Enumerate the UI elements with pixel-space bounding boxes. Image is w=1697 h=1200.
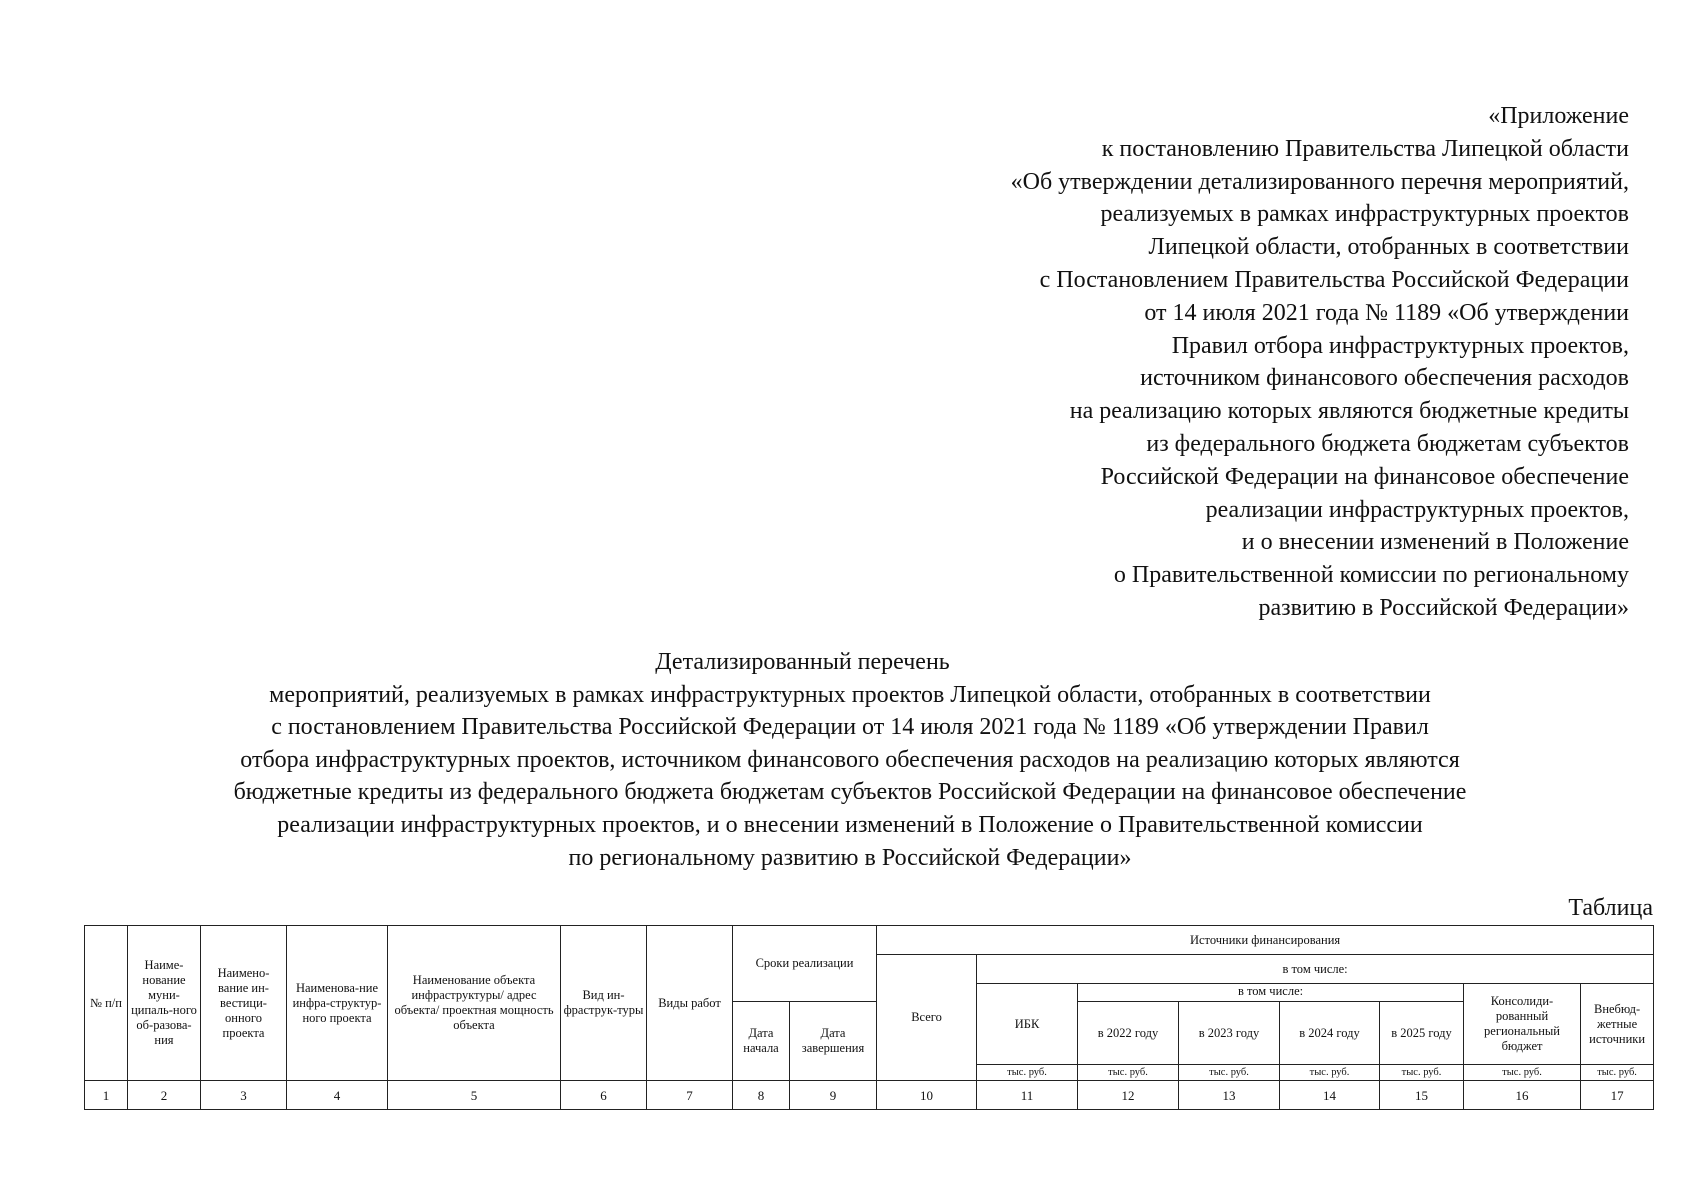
title-line: по региональному развитию в Российской Федерации»	[568, 844, 1132, 871]
unit-label: тыс. руб.	[1078, 1065, 1179, 1081]
column-number: 2	[128, 1081, 201, 1110]
unit-label: тыс. руб.	[1581, 1065, 1654, 1081]
header-year-2023: в 2023 году	[1179, 1002, 1280, 1065]
column-number: 15	[1380, 1081, 1464, 1110]
appendix-line: о Правительственной комиссии по региональному	[1113, 562, 1629, 589]
unit-label: тыс. руб.	[1380, 1065, 1464, 1081]
appendix-line: к постановлению Правительства Липецкой области	[1101, 135, 1629, 162]
header-num: № п/п	[85, 926, 128, 1081]
header-start-date: Дата начала	[733, 1002, 790, 1081]
appendix-line: «Приложение	[1488, 103, 1629, 129]
column-number: 13	[1179, 1081, 1280, 1110]
header-infra-type: Вид ин-фраструк-туры	[561, 926, 647, 1081]
column-number: 11	[977, 1081, 1078, 1110]
title-main: Детализированный перечень	[655, 649, 950, 675]
unit-label: тыс. руб.	[1464, 1065, 1581, 1081]
appendix-line: реализации инфраструктурных проектов,	[1205, 496, 1629, 523]
appendix-line: реализуемых в рамках инфраструктурных проектов	[1100, 201, 1629, 228]
appendix-line: Российской Федерации на финансовое обеспечение	[1100, 463, 1629, 490]
column-number: 1	[85, 1081, 128, 1110]
title-line: с постановлением Правительства Российской Федерации от 14 июля 2021 года № 1189 «Об утверждении Правил	[271, 714, 1429, 741]
column-number-row	[85, 1081, 1654, 1110]
appendix-line: из федерального бюджета бюджетам субъектов	[1146, 430, 1629, 457]
appendix-line: источником финансового обеспечения расходов	[1140, 365, 1629, 392]
funding-table	[84, 925, 1654, 1110]
column-number: 6	[561, 1081, 647, 1110]
appendix-line: от 14 июля 2021 года № 1189 «Об утверждении	[1144, 299, 1629, 326]
column-number: 16	[1464, 1081, 1581, 1110]
column-number: 3	[201, 1081, 287, 1110]
header-investment-project: Наимено-вание ин-вестици-онного проекта	[201, 926, 287, 1081]
column-number: 12	[1078, 1081, 1179, 1110]
header-including: в том числе:	[977, 955, 1654, 984]
title-line: отбора инфраструктурных проектов, источником финансового обеспечения расходов на реализацию которых являются	[240, 746, 1460, 773]
unit-label: тыс. руб.	[1179, 1065, 1280, 1081]
appendix-line: Правил отбора инфраструктурных проектов,	[1171, 332, 1629, 359]
column-number: 14	[1280, 1081, 1380, 1110]
header-ibk: ИБК	[977, 984, 1078, 1065]
column-number: 8	[733, 1081, 790, 1110]
header-municipality: Наиме-нование муни-ципаль-ного об-разова-ния	[128, 926, 201, 1081]
column-number: 5	[388, 1081, 561, 1110]
unit-label: тыс. руб.	[977, 1065, 1078, 1081]
unit-label: тыс. руб.	[1280, 1065, 1380, 1081]
header-infra-project: Наименова-ние инфра-структур-ного проекта	[287, 926, 388, 1081]
document-title	[130, 646, 1570, 874]
header-end-date: Дата завершения	[790, 1002, 877, 1081]
header-work-type: Виды работ	[647, 926, 733, 1081]
table-label: Таблица	[1568, 895, 1653, 921]
header-extrabudget: Внебюд-жетные источники	[1581, 984, 1654, 1065]
appendix-line: Липецкой области, отобранных в соответствии	[1148, 234, 1629, 261]
header-year-2024: в 2024 году	[1280, 1002, 1380, 1065]
appendix-block	[1011, 100, 1629, 625]
header-year-2022: в 2022 году	[1078, 1002, 1179, 1065]
title-line: мероприятий, реализуемых в рамках инфраструктурных проектов Липецкой области, отобранных в соответствии	[269, 681, 1431, 708]
header-infra-object: Наименование объекта инфраструктуры/ адрес объекта/ проектная мощность объекта	[388, 926, 561, 1081]
appendix-line: с Постановлением Правительства Российской Федерации	[1039, 266, 1629, 293]
header-deadlines: Сроки реализации	[733, 926, 877, 1002]
header-total: Всего	[877, 955, 977, 1081]
appendix-line: «Об утверждении детализированного перечня мероприятий,	[1010, 168, 1629, 195]
appendix-line: на реализацию которых являются бюджетные кредиты	[1069, 398, 1629, 425]
appendix-line: и о внесении изменений в Положение	[1241, 529, 1629, 556]
column-number: 7	[647, 1081, 733, 1110]
title-line: бюджетные кредиты из федерального бюджета бюджетам субъектов Российской Федерации на финансовое обеспечение	[233, 779, 1467, 806]
header-including-sub: в том числе:	[1078, 984, 1464, 1002]
header-funding-sources: Источники финансирования	[877, 926, 1654, 955]
column-number: 4	[287, 1081, 388, 1110]
header-year-2025: в 2025 году	[1380, 1002, 1464, 1065]
appendix-line: развитию в Российской Федерации»	[1258, 594, 1629, 621]
title-line: реализации инфраструктурных проектов, и о внесении изменений в Положение о Правительственной комиссии	[277, 811, 1423, 838]
column-number: 9	[790, 1081, 877, 1110]
column-number: 10	[877, 1081, 977, 1110]
header-consolidated-budget: Консолиди-рованный региональный бюджет	[1464, 984, 1581, 1065]
column-number: 17	[1581, 1081, 1654, 1110]
